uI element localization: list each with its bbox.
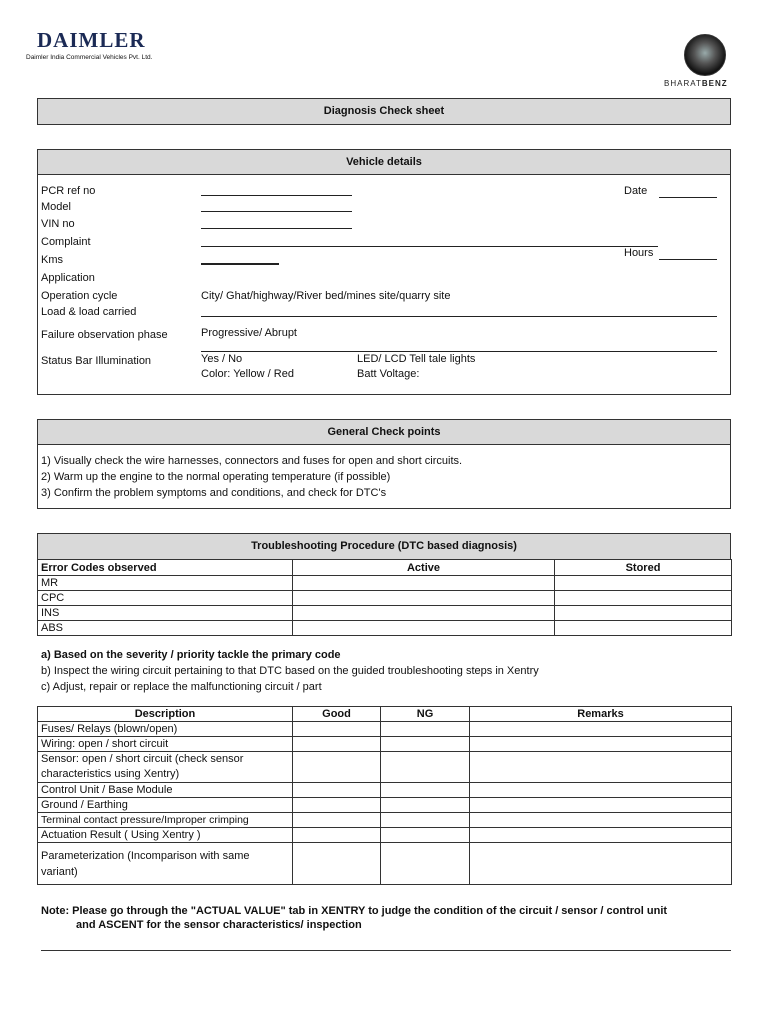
model-label: Model (41, 201, 71, 213)
check-description: Wiring: open / short circuit (38, 737, 293, 752)
page-title: Diagnosis Check sheet (37, 98, 731, 125)
note-line-2: and ASCENT for the sensor characteristics/ inspection (76, 919, 362, 931)
error-code: MR (38, 576, 293, 591)
bharatbenz-logo: BHARATBENZ (664, 79, 728, 88)
batt-voltage-label: Batt Voltage: (357, 368, 420, 380)
table-row (38, 621, 732, 636)
remarks-cell[interactable] (470, 783, 732, 798)
remarks-cell[interactable] (470, 737, 732, 752)
checks-table (37, 706, 732, 885)
kms-label: Kms (41, 254, 63, 266)
ng-cell[interactable] (381, 722, 470, 737)
good-cell[interactable] (293, 752, 381, 783)
remarks-cell[interactable] (470, 813, 732, 828)
complaint-label: Complaint (41, 236, 91, 248)
remarks-cell[interactable] (470, 798, 732, 813)
failure-phase-field[interactable] (201, 351, 717, 352)
table-row (38, 783, 732, 798)
table-row (38, 843, 732, 885)
check-description: Fuses/ Relays (blown/open) (38, 722, 293, 737)
company-name: Daimler India Commercial Vehicles Pvt. Ltd. (26, 54, 153, 61)
ng-cell[interactable] (381, 843, 470, 885)
good-cell[interactable] (293, 737, 381, 752)
daimler-logo: DAIMLER (37, 28, 146, 52)
table-row (38, 798, 732, 813)
remarks-cell[interactable] (470, 828, 732, 843)
color-value: Color: Yellow / Red (201, 368, 294, 380)
description-header: Description (38, 707, 293, 722)
check-description: Actuation Result ( Using Xentry ) (38, 828, 293, 843)
check-point: 3) Confirm the problem symptoms and conditions, and check for DTC's (41, 487, 387, 499)
step-b: b) Inspect the wiring circuit pertaining to that DTC based on the guided troubleshooting steps in Xentry (41, 665, 539, 677)
date-field[interactable] (659, 197, 717, 198)
footer-divider (41, 950, 731, 951)
good-cell[interactable] (293, 783, 381, 798)
bharatbenz-emblem-icon (684, 34, 726, 76)
active-header: Active (293, 560, 555, 576)
kms-field[interactable] (201, 263, 279, 265)
remarks-cell[interactable] (470, 752, 732, 783)
good-cell[interactable] (293, 798, 381, 813)
hours-field[interactable] (659, 259, 717, 260)
active-cell[interactable] (293, 591, 555, 606)
error-codes-table (37, 559, 732, 636)
ng-cell[interactable] (381, 752, 470, 783)
table-row (38, 606, 732, 621)
active-cell[interactable] (293, 606, 555, 621)
failure-phase-value: Progressive/ Abrupt (201, 327, 297, 339)
stored-cell[interactable] (555, 606, 732, 621)
ng-cell[interactable] (381, 783, 470, 798)
check-description: Sensor: open / short circuit (check sensor characteristics using Xentry) (38, 752, 293, 783)
yes-no-value: Yes / No (201, 353, 243, 365)
good-cell[interactable] (293, 828, 381, 843)
remarks-header: Remarks (470, 707, 732, 722)
table-row (38, 591, 732, 606)
status-bar-label: Status Bar Illumination (41, 355, 152, 367)
good-cell[interactable] (293, 843, 381, 885)
stored-cell[interactable] (555, 576, 732, 591)
check-description: Control Unit / Base Module (38, 783, 293, 798)
table-row (38, 576, 732, 591)
application-label: Application (41, 272, 95, 284)
ng-cell[interactable] (381, 737, 470, 752)
load-label: Load & load carried (41, 306, 137, 318)
table-row (38, 722, 732, 737)
vehicle-details-heading: Vehicle details (37, 149, 731, 175)
table-row (38, 752, 732, 783)
check-description: Ground / Earthing (38, 798, 293, 813)
date-label: Date (624, 185, 648, 197)
operation-cycle-value: City/ Ghat/highway/River bed/mines site/quarry site (201, 290, 451, 302)
check-description: Parameterization (Incomparison with same variant) (38, 843, 293, 885)
load-field[interactable] (201, 316, 717, 317)
good-header: Good (293, 707, 381, 722)
ng-cell[interactable] (381, 828, 470, 843)
led-lcd-label: LED/ LCD Tell tale lights (357, 353, 476, 365)
active-cell[interactable] (293, 621, 555, 636)
failure-phase-label: Failure observation phase (41, 329, 168, 341)
operation-cycle-label: Operation cycle (41, 290, 118, 302)
complaint-field[interactable] (201, 246, 658, 247)
good-cell[interactable] (293, 722, 381, 737)
error-code: ABS (38, 621, 293, 636)
check-description: Terminal contact pressure/Improper crimping (38, 813, 293, 828)
good-cell[interactable] (293, 813, 381, 828)
error-code: INS (38, 606, 293, 621)
error-code: CPC (38, 591, 293, 606)
table-row (38, 828, 732, 843)
remarks-cell[interactable] (470, 843, 732, 885)
note-line-1: Note: Please go through the "ACTUAL VALUE" tab in XENTRY to judge the condition of the circuit / sensor / control unit (41, 905, 668, 917)
check-point: 2) Warm up the engine to the normal operating temperature (if possible) (41, 471, 391, 483)
stored-cell[interactable] (555, 591, 732, 606)
remarks-cell[interactable] (470, 722, 732, 737)
vin-label: VIN no (41, 218, 75, 230)
step-c: c) Adjust, repair or replace the malfunctioning circuit / part (41, 681, 322, 693)
pcr-label: PCR ref no (41, 185, 96, 197)
error-codes-header: Error Codes observed (38, 560, 293, 576)
pcr-field[interactable] (201, 195, 352, 196)
troubleshooting-heading: Troubleshooting Procedure (DTC based diagnosis) (37, 533, 731, 560)
vin-field[interactable] (201, 228, 352, 229)
table-row (38, 813, 732, 828)
ng-cell[interactable] (381, 798, 470, 813)
general-check-heading: General Check points (37, 419, 731, 445)
stored-header: Stored (555, 560, 732, 576)
ng-header: NG (381, 707, 470, 722)
model-field[interactable] (201, 211, 352, 212)
table-row (38, 737, 732, 752)
check-point: 1) Visually check the wire harnesses, connectors and fuses for open and short circuits. (41, 455, 463, 467)
ng-cell[interactable] (381, 813, 470, 828)
step-a: a) Based on the severity / priority tackle the primary code (41, 649, 341, 661)
active-cell[interactable] (293, 576, 555, 591)
stored-cell[interactable] (555, 621, 732, 636)
hours-label: Hours (624, 247, 654, 259)
